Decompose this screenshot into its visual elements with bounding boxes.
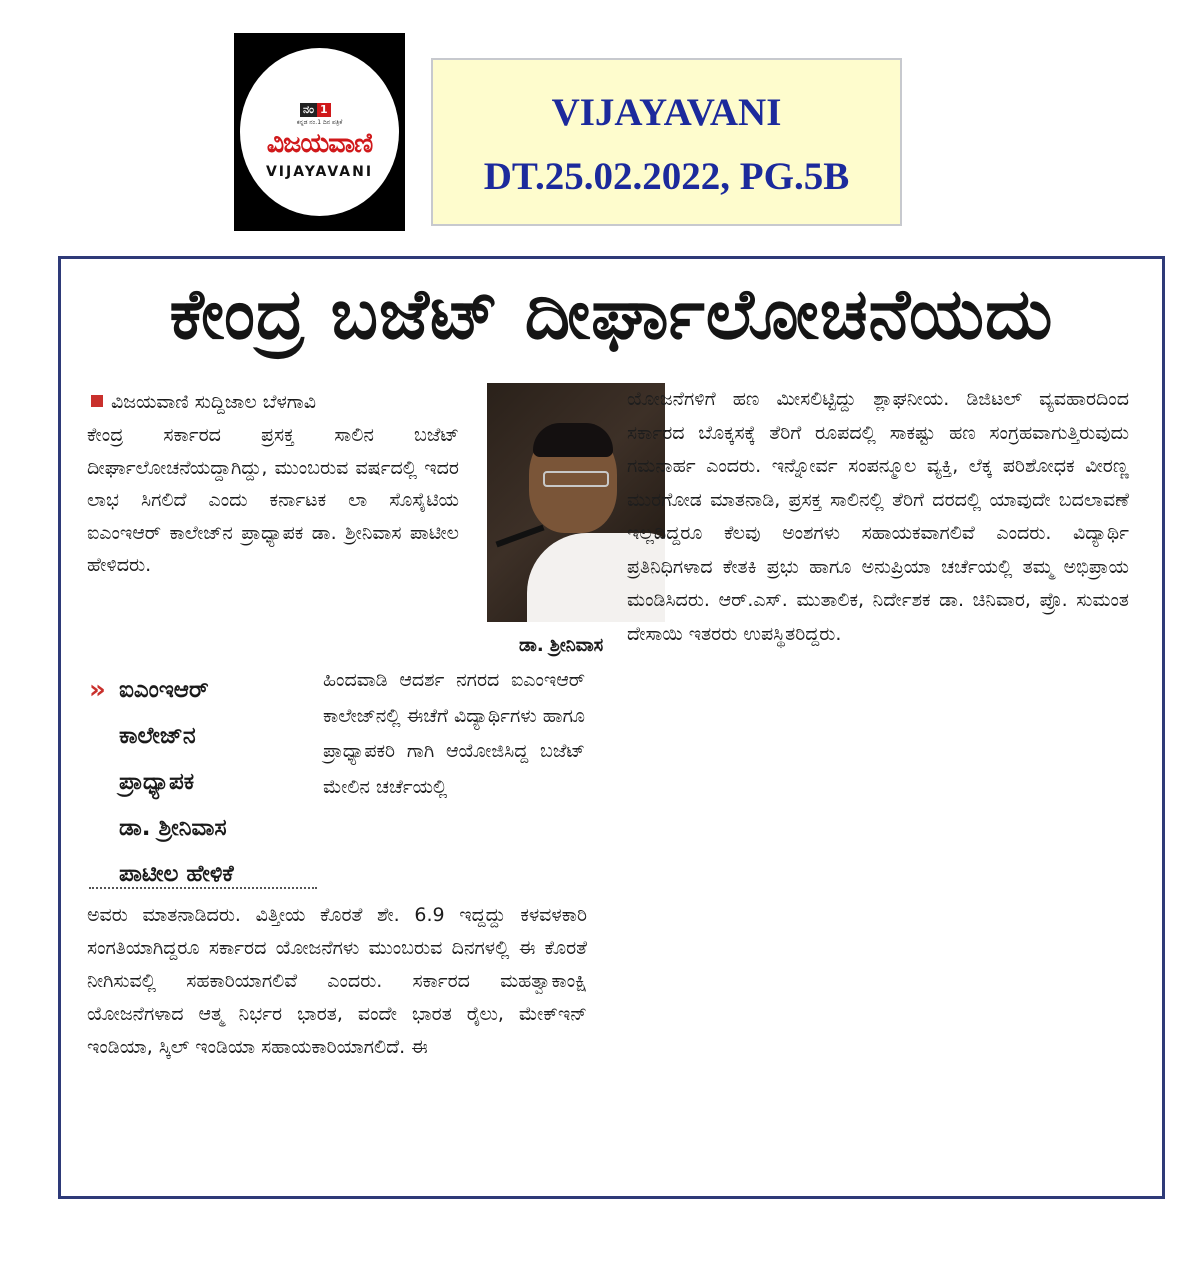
body-column-right-text: ಯೋಜನೆಗಳಿಗೆ ಹಣ ಮೀಸಲಿಟ್ಟಿದ್ದು ಶ್ಲಾಘನೀಯ. ಡಿಜಿಟಲ್ ವ್ಯವಹಾರದಿಂದ ಸರ್ಕಾರದ ಬೊಕ್ಕಸಕ್ಕೆ ತೆರಿಗೆ ರೂಪದಲ್ಲಿ ಸಾಕಷ್ಟು ಹಣ ಸಂಗ್ರಹವಾಗುತ್ತಿರುವುದು ಗಮನಾರ್ಹ ಎಂದರು. ಇನ್ನೋರ್ವ ಸಂಪನ್ಮೂಲ ವ್ಯಕ್ತಿ, ಲೆಕ್ಕ ಪರಿಶೋಧಕ ವೀರಣ್ಣ ಮುರಗೋಡ ಮಾತನಾಡಿ, ಪ್ರಸಕ್ತ ಸಾಲಿನಲ್ಲಿ ತೆರಿಗೆ ದರದಲ್ಲಿ ಯಾವುದೇ ಬದಲಾವಣೆ ಇಲ್ಲದಿದ್ದರೂ ಕೆಲವು ಅಂಶಗಳು ಸಹಾಯಕವಾಗಲಿವೆ ಎಂದರು. ವಿದ್ಯಾರ್ಥಿ ಪ್ರತಿನಿಧಿಗಳಾದ ಕೇತಕಿ ಪ್ರಭು ಹಾಗೂ ಅನುಪ್ರಿಯಾ ಚರ್ಚೆಯಲ್ಲಿ ತಮ್ಮ ಅಭಿಪ್ರಾಯ ಮಂಡಿಸಿದರು. ಆರ್.ಎಸ್. ಮುತಾಲಿಕ, ನಿರ್ದೇಶಕ ಡಾ. ಚಿನಿವಾರ, ಪ್ರೊ. ಸುಮಂತ ದೇಸಾಯಿ ಇತರರು ಉಪಸ್ಥಿತರಿದ್ದರು. (627, 388, 1129, 645)
article-headline: ಕೇಂದ್ರ ಬಜೆಟ್ ದೀರ್ಘಾಲೋಚನೆಯದು (169, 273, 1054, 355)
dateline-square-icon (91, 395, 103, 407)
pull-quote-divider (89, 887, 317, 889)
logo-no1-right: 1 (317, 103, 331, 117)
pull-quote-line: ಪಾಟೀಲ ಹೇಳಿಕೆ (119, 861, 234, 887)
article-body-column-b (323, 663, 585, 805)
pull-quote (89, 667, 315, 897)
source-date-page: DT.25.02.2022, PG.5B (483, 155, 850, 198)
logo-circle (240, 48, 399, 216)
source-label-box (431, 58, 902, 226)
body-column-c-text: ಅವರು ಮಾತನಾಡಿದರು. ವಿತ್ತೀಯ ಕೊರತೆ ಶೇ. 6.9 ಇದ್ದದ್ದು ಕಳವಳಕಾರಿ ಸಂಗತಿಯಾಗಿದ್ದರೂ ಸರ್ಕಾರದ ಯೋಜನೆಗಳು ಮುಂಬರುವ ದಿನಗಳಲ್ಲಿ ಈ ಕೊರತೆ ನೀಗಿಸುವಲ್ಲಿ ಸಹಕಾರಿಯಾಗಲಿವೆ ಎಂದರು. ಸರ್ಕಾರದ ಮಹತ್ವಾಕಾಂಕ್ಷಿ ಯೋಜನೆಗಳಾದ ಆತ್ಮ ನಿರ್ಭರ ಭಾರತ, ವಂದೇ ಭಾರತ ರೈಲು, ಮೇಕ್‌ಇನ್ ಇಂಡಿಯಾ, ಸ್ಕಿಲ್ ಇಂಡಿಯಾ ಸಹಾಯಕಾರಿಯಾಗಲಿದೆ. ಈ (87, 904, 587, 1058)
body-column-b-text: ಹಿಂದವಾಡಿ ಆದರ್ಶ ನಗರದ ಐಎಂಇಆರ್ ಕಾಲೇಜ್‌ನಲ್ಲಿ ಈಚೆಗೆ ವಿದ್ಯಾರ್ಥಿಗಳು ಹಾಗೂ ಪ್ರಾಧ್ಯಾಪಕರಿ ಗಾಗಿ ಆಯೋಜಿಸಿದ್ದ ಬಜೆಟ್ ಮೇಲಿನ ಚರ್ಚೆಯಲ್ಲಿ (323, 669, 585, 798)
pull-quote-line: ಕಾಲೇಜ್‌ನ (119, 723, 196, 749)
pull-quote-line: ಡಾ. ಶ್ರೀನಿವಾಸ (119, 815, 227, 841)
photo-hair (533, 423, 613, 457)
dateline-text: ವಿಜಯವಾಣಿ ಸುದ್ದಿಜಾಲ ಬೆಳಗಾವಿ (111, 391, 317, 413)
pull-quote-line: ಐಎಂಇಆರ್ (119, 677, 209, 703)
article-clipping (58, 256, 1165, 1199)
logo-latin-name: VIJAYAVANI (265, 164, 374, 180)
photo-glasses (543, 471, 609, 487)
lead-paragraph-text: ಕೇಂದ್ರ ಸರ್ಕಾರದ ಪ್ರಸಕ್ತ ಸಾಲಿನ ಬಜೆಟ್ ದೀರ್ಘಾಲೋಚನೆಯದ್ದಾಗಿದ್ದು, ಮುಂಬರುವ ವರ್ಷದಲ್ಲಿ ಇದರ ಲಾಭ ಸಿಗಲಿದೆ ಎಂದು ಕರ್ನಾಟಕ ಲಾ ಸೊಸೈಟಿಯ ಐಎಂಇಆರ್ ಕಾಲೇಜ್‌ನ ಪ್ರಾಧ್ಯಾಪಕ ಡಾ. ಶ್ರೀನಿವಾಸ ಪಾಟೀಲ ಹೇಳಿದರು. (87, 424, 459, 576)
logo-kannada-name: ವಿಜಯವಾಣಿ (266, 128, 373, 159)
article-lead-paragraph (87, 419, 459, 582)
source-publication: VIJAYAVANI (551, 91, 782, 134)
logo-number-one-badge (300, 103, 331, 117)
article-body-column-right (627, 383, 1129, 651)
article-body-column-c (87, 899, 587, 1064)
photo-microphone (495, 525, 544, 548)
pull-quote-chevron-icon: » (89, 675, 106, 705)
logo-no1-left: ನಂ (300, 103, 317, 117)
logo-tagline: ಕನ್ನಡ ನಂ.1 ದಿನ ಪತ್ರಿಕೆ (296, 119, 343, 126)
article-dateline (91, 387, 316, 417)
newspaper-logo (234, 33, 405, 231)
pull-quote-line: ಪ್ರಾಧ್ಯಾಪಕ (119, 769, 195, 795)
photo-caption: ಡಾ. ಶ್ರೀನಿವಾಸ (519, 635, 604, 656)
